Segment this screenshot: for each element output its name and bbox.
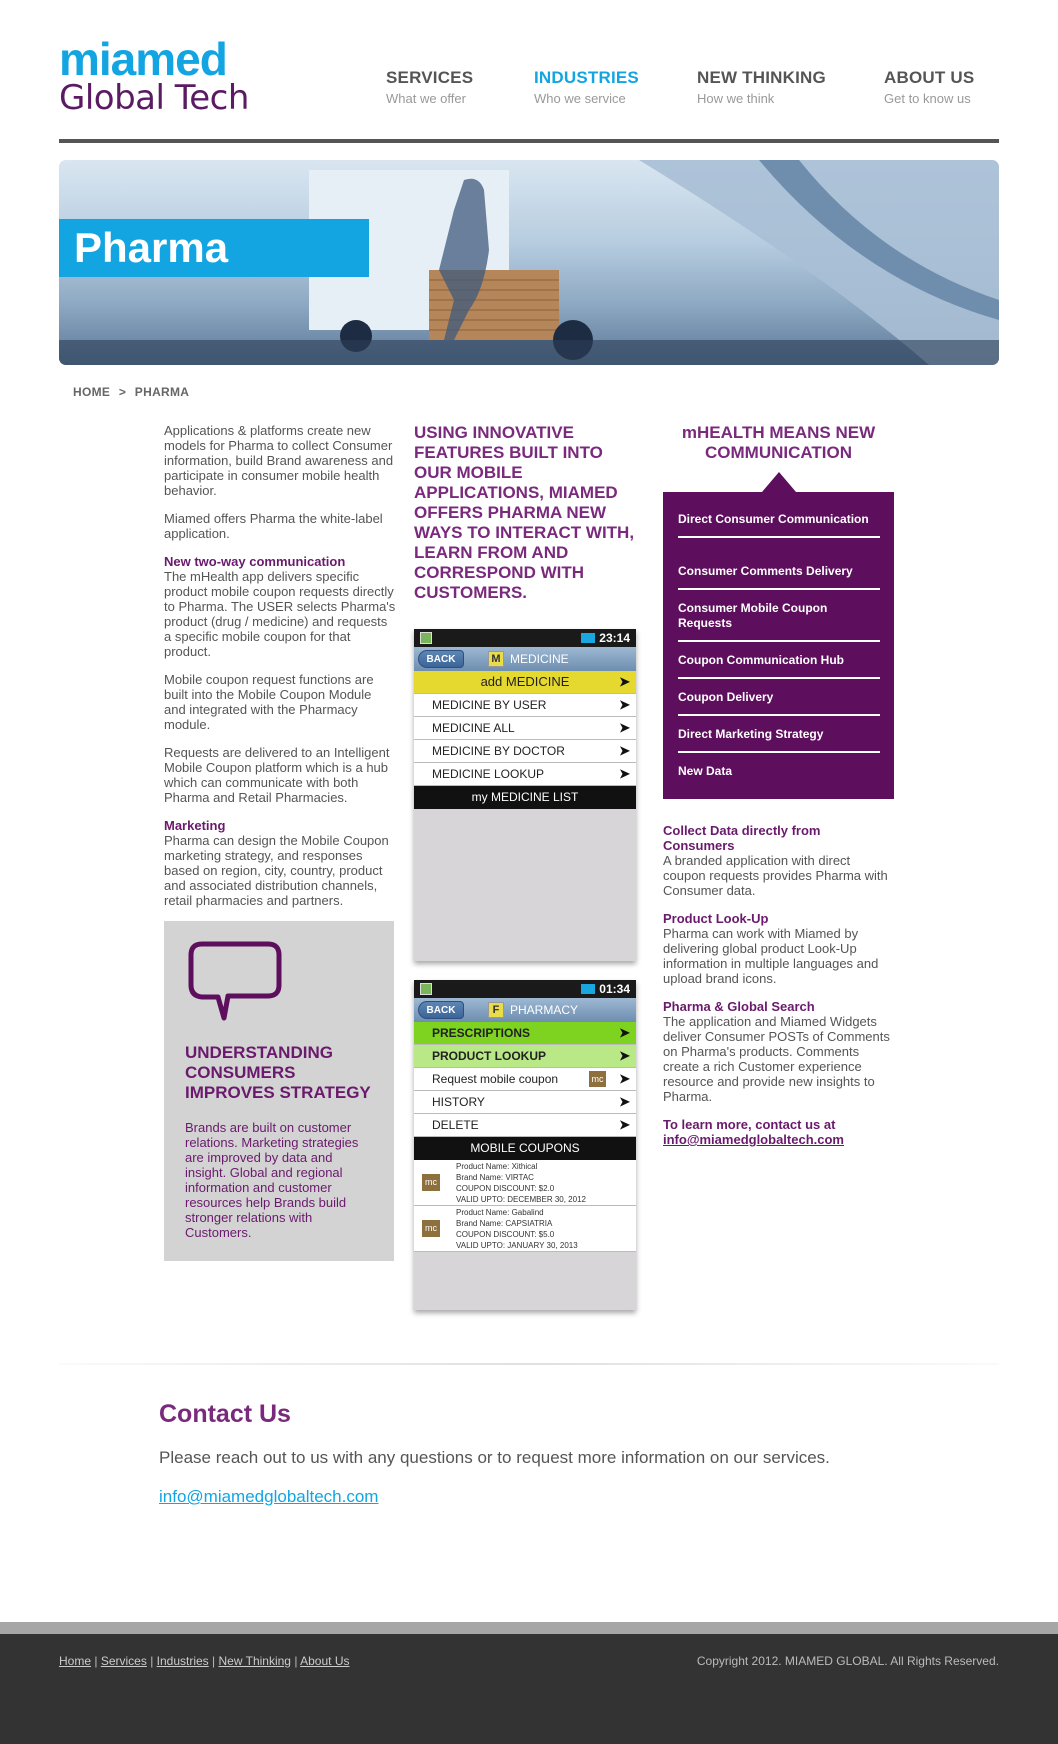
menu-pointer — [762, 472, 796, 492]
benefits-column — [663, 823, 895, 1160]
footer-separator: | — [294, 1654, 298, 1668]
footer-link-new-thinking[interactable]: New Thinking — [218, 1654, 291, 1668]
coupon-valid: VALID UPTO: DECEMBER 30, 2012 — [456, 1195, 586, 1204]
collect-data-text: A branded application with direct coupon requests provides Pharma with Consumer data. — [663, 853, 888, 898]
chevron-right-icon: ➤ — [619, 1048, 630, 1063]
nav-services[interactable] — [386, 68, 473, 106]
prescriptions-row[interactable] — [414, 1022, 636, 1045]
nav-about-us-title: ABOUT US — [884, 68, 975, 87]
site-footer — [0, 1634, 1058, 1744]
coupon-brand: Brand Name: CAPSIATRIA — [456, 1219, 553, 1228]
phone-status-bar — [414, 629, 636, 647]
phone-title-bar — [414, 998, 636, 1022]
menu-item[interactable]: Direct Consumer Communication — [678, 512, 880, 538]
footer-strip — [0, 1622, 1058, 1634]
battery-icon — [581, 633, 595, 643]
two-way-heading: New two-way communication — [164, 554, 346, 569]
site-header — [59, 33, 999, 140]
footer-link-industries[interactable]: Industries — [156, 1654, 209, 1668]
app-icon — [420, 632, 432, 644]
intro-paragraph: Applications & platforms create new models for Pharma to collect Consumer information, build Brand awareness and participate in consumer mobile health behavior. — [164, 423, 394, 498]
pharmacy-badge: F — [488, 1002, 504, 1018]
page-title: Pharma — [59, 219, 369, 277]
request-coupon-row[interactable] — [414, 1068, 636, 1091]
chevron-right-icon: ➤ — [619, 720, 630, 735]
menu-item[interactable]: New Data — [678, 764, 733, 778]
speech-bubble-icon — [188, 941, 282, 1023]
collect-data-section — [663, 823, 895, 898]
breadcrumb — [73, 385, 189, 399]
marketing-text: Pharma can design the Mobile Coupon marketing strategy, and responses based on region, city, country, product and associated distribution channels, retail pharmacies and partners. — [164, 833, 389, 908]
hero-banner — [59, 160, 999, 365]
battery-icon — [581, 984, 595, 994]
chevron-right-icon: ➤ — [619, 674, 630, 689]
nav-services-title: SERVICES — [386, 68, 474, 87]
nav-new-thinking-sub: How we think — [697, 91, 775, 106]
two-way-text: The mHealth app delivers specific product mobile coupon requests directly to Pharma. The USER selects Pharma's product (drug / medicine) and requests a specific mobile coupon for that product. — [164, 569, 396, 659]
mc-icon: mc — [422, 1220, 440, 1237]
nav-about-us-sub: Get to know us — [884, 91, 971, 106]
medicine-badge: M — [488, 651, 504, 667]
phone-time: 01:34 — [599, 982, 630, 996]
app-icon — [420, 983, 432, 995]
back-button[interactable]: BACK — [418, 650, 464, 668]
list-item-label: MEDICINE BY USER — [432, 698, 547, 712]
learn-more-text: To learn more, contact us at — [663, 1117, 836, 1132]
logo-line-2: Global Tech — [59, 78, 249, 118]
coupon-product: Product Name: Gabalind — [456, 1208, 544, 1217]
marketing-heading: Marketing — [164, 818, 226, 833]
chevron-right-icon: ➤ — [619, 697, 630, 712]
product-lookup-row[interactable] — [414, 1045, 636, 1068]
breadcrumb-current: PHARMA — [134, 385, 190, 399]
mobile-coupons-header: MOBILE COUPONS — [414, 1137, 636, 1160]
intro-column — [164, 423, 396, 921]
phone-screen-title: MEDICINE — [510, 652, 569, 666]
list-item-label: Request mobile coupon — [432, 1072, 559, 1086]
footer-separator: | — [150, 1654, 154, 1668]
callout-title: UNDERSTANDING CONSUMERS IMPROVES STRATEGY — [185, 1043, 371, 1102]
delete-row[interactable] — [414, 1114, 636, 1137]
contact-text: Please reach out to us with any questions or to request more information on our services. — [159, 1448, 830, 1467]
footer-separator: | — [212, 1654, 216, 1668]
header-divider — [59, 139, 999, 143]
coupon-module-paragraph: Mobile coupon request functions are built into the Mobile Coupon Module and integrated with the Pharmacy module. — [164, 672, 374, 732]
nav-about-us[interactable] — [884, 68, 974, 106]
nav-industries[interactable] — [534, 68, 639, 106]
product-lookup-section — [663, 911, 895, 986]
list-item-label: MEDICINE ALL — [432, 721, 515, 735]
list-item-label: HISTORY — [432, 1095, 485, 1109]
menu-item[interactable]: Coupon Communication Hub — [678, 653, 880, 679]
phone-screen-title: PHARMACY — [510, 1003, 579, 1017]
marketing-section — [164, 818, 396, 908]
strategy-callout — [164, 921, 394, 1261]
list-item[interactable] — [414, 717, 636, 740]
coupon-item[interactable] — [414, 1160, 636, 1206]
phone-time: 23:14 — [599, 631, 630, 645]
chevron-right-icon: ➤ — [619, 766, 630, 781]
chevron-right-icon: ➤ — [619, 1071, 630, 1086]
chevron-right-icon: ➤ — [619, 743, 630, 758]
mhealth-headline: mHEALTH MEANS NEW COMMUNICATION — [681, 423, 876, 462]
nav-industries-sub: Who we service — [534, 91, 626, 106]
product-lookup-heading: Product Look-Up — [663, 911, 769, 926]
back-button[interactable]: BACK — [418, 1001, 464, 1019]
features-headline: USING INNOVATIVE FEATURES BUILT INTO OUR MOBILE APPLICATIONS, MIAMED OFFERS PHARMA NEW WAYS TO INTERACT WITH, LEARN FROM AND CORRESPOND WITH CUSTOMERS. — [414, 423, 635, 602]
footer-link-home[interactable]: Home — [59, 1654, 92, 1668]
contact-email-link[interactable]: info@miamedglobaltech.com — [159, 1487, 379, 1506]
coupon-valid: VALID UPTO: JANUARY 30, 2013 — [456, 1241, 578, 1250]
copyright: Copyright 2012. MIAMED GLOBAL. All Rights Reserved. — [696, 1654, 999, 1668]
learn-more-section — [663, 1117, 895, 1147]
chevron-right-icon: ➤ — [619, 1117, 630, 1132]
medicine-list-button[interactable]: my MEDICINE LIST — [414, 786, 636, 809]
nav-industries-title: INDUSTRIES — [534, 68, 639, 87]
mc-icon: mc — [589, 1071, 606, 1087]
nav-new-thinking[interactable] — [697, 68, 826, 106]
list-item[interactable] — [414, 694, 636, 717]
section-divider — [59, 1363, 999, 1365]
history-row[interactable] — [414, 1091, 636, 1114]
coupon-item[interactable] — [414, 1206, 636, 1252]
breadcrumb-separator: > — [118, 385, 127, 399]
footer-separator: | — [94, 1654, 98, 1668]
menu-item[interactable]: Direct Marketing Strategy — [678, 727, 880, 753]
list-item-label: MEDICINE LOOKUP — [432, 767, 545, 781]
list-item-label: PRESCRIPTIONS — [432, 1026, 531, 1040]
coupon-discount: COUPON DISCOUNT: $2.0 — [456, 1184, 555, 1193]
nav-new-thinking-title: NEW THINKING — [697, 68, 826, 87]
footer-link-services[interactable]: Services — [100, 1654, 147, 1668]
contact-title: Contact Us — [159, 1400, 291, 1428]
white-label-paragraph: Miamed offers Pharma the white-label application. — [164, 511, 383, 541]
global-search-heading: Pharma & Global Search — [663, 999, 815, 1014]
learn-more-email-link[interactable]: info@miamedglobaltech.com — [663, 1132, 844, 1147]
chevron-right-icon: ➤ — [619, 1025, 630, 1040]
logo-line-1: miamed — [59, 33, 227, 85]
medicine-screenshot — [414, 629, 636, 961]
coupon-brand: Brand Name: VIRTAC — [456, 1173, 534, 1182]
callout-body: Brands are built on customer relations. Marketing strategies are improved by data and insight. Global and regional information and customer resources help Brands build stronger relations with Customers. — [185, 1120, 359, 1240]
phone-status-bar — [414, 980, 636, 998]
menu-item[interactable]: Coupon Delivery — [678, 690, 880, 716]
footer-link-about-us[interactable]: About Us — [300, 1654, 350, 1668]
coupon-discount: COUPON DISCOUNT: $5.0 — [456, 1230, 555, 1239]
list-item[interactable] — [414, 763, 636, 786]
nav-services-sub: What we offer — [386, 91, 466, 106]
coupon-details — [456, 1161, 586, 1205]
requests-paragraph: Requests are delivered to an Intelligent Mobile Coupon platform which is a hub which can communicate with both Pharma and Retail Pharmacies. — [164, 745, 390, 805]
two-way-section — [164, 554, 396, 659]
add-medicine-row[interactable] — [414, 671, 636, 694]
mc-icon: mc — [422, 1174, 440, 1191]
breadcrumb-home[interactable]: HOME — [73, 385, 111, 399]
coupon-product: Product Name: Xithical — [456, 1162, 538, 1171]
product-lookup-text: Pharma can work with Miamed by delivering global product Look-Up information in multiple languages and upload brand icons. — [663, 926, 879, 986]
communication-menu — [663, 492, 894, 799]
collect-data-heading: Collect Data directly from Consumers — [663, 823, 821, 853]
global-search-text: The application and Miamed Widgets deliver Consumer POSTs of Comments on Pharma's products. Comments create a rich Customer experience resource and provide new insights to Pharma. — [663, 1014, 890, 1104]
list-item[interactable] — [414, 740, 636, 763]
phone-title-bar — [414, 647, 636, 671]
chevron-right-icon: ➤ — [619, 1094, 630, 1109]
menu-item[interactable]: Consumer Mobile Coupon Requests — [678, 601, 880, 642]
site-logo[interactable] — [59, 33, 249, 118]
coupon-details — [456, 1207, 578, 1251]
menu-item[interactable]: Consumer Comments Delivery — [678, 564, 880, 590]
add-medicine-label: add MEDICINE — [480, 674, 570, 689]
footer-links — [59, 1654, 349, 1668]
pharmacy-screenshot — [414, 980, 636, 1310]
list-item-label: MEDICINE BY DOCTOR — [432, 744, 565, 758]
list-item-label: DELETE — [432, 1118, 479, 1132]
global-search-section — [663, 999, 895, 1104]
list-item-label: PRODUCT LOOKUP — [432, 1049, 546, 1063]
